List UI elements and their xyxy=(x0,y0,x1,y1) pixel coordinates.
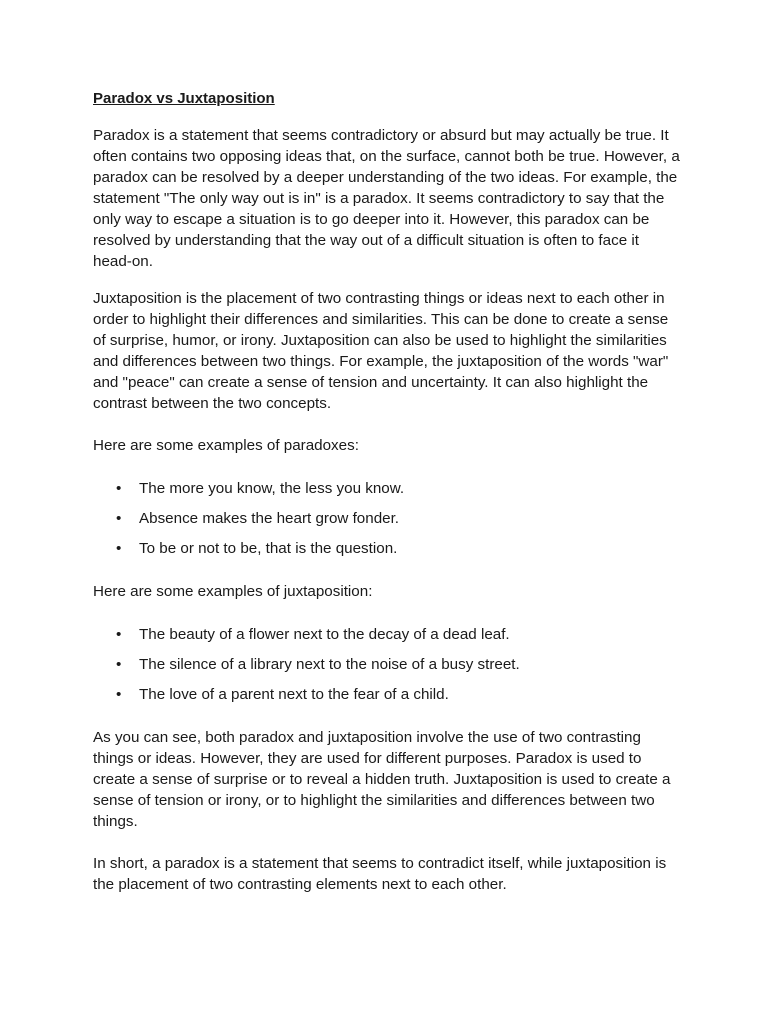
list-item xyxy=(93,478,681,499)
juxtaposition-examples-intro: Here are some examples of juxtaposition: xyxy=(93,583,373,600)
document-title: Paradox vs Juxtaposition xyxy=(93,90,275,107)
list-item-text: To be or not to be, that is the question. xyxy=(139,540,398,557)
list-item xyxy=(93,508,681,529)
list-item xyxy=(93,538,681,559)
bullet-icon: • xyxy=(116,656,122,673)
list-item-text: The beauty of a flower next to the decay of a dead leaf. xyxy=(139,626,510,643)
list-item xyxy=(93,654,681,675)
paragraph-juxtaposition-definition: Juxtaposition is the placement of two contrasting things or ideas next to each other in order to highlight their differences and similarities. This can be done to create a sense of surprise, humor, or irony. Juxtaposition can also be used to highlight the similarities and differences between two things. For example, the juxtaposition of the words "war" and "peace" can create a sense of tension and uncertainty. It can also highlight the contrast between the two concepts. xyxy=(93,290,669,412)
paragraph-summary: In short, a paradox is a statement that seems to contradict itself, while juxtaposition is the placement of two contrasting elements next to each other. xyxy=(93,855,667,893)
paragraph-paradox-definition: Paradox is a statement that seems contradictory or absurd but may actually be true. It often contains two opposing ideas that, on the surface, cannot both be true. However, a paradox can be resolved by a deeper understanding of the two ideas. For example, the statement "The only way out is in" is a paradox. It seems contradictory to say that the only way to escape a situation is to go deeper into it. However, this paradox can be resolved by understanding that the way out of a difficult situation is often to face it head-on. xyxy=(93,127,680,270)
list-item-text: The more you know, the less you know. xyxy=(139,480,405,497)
paradox-examples-intro: Here are some examples of paradoxes: xyxy=(93,437,359,454)
list-item xyxy=(93,624,681,645)
list-item-text: Absence makes the heart grow fonder. xyxy=(139,510,400,527)
bullet-icon: • xyxy=(116,686,122,703)
list-item-text: The silence of a library next to the noise of a busy street. xyxy=(139,656,520,673)
bullet-icon: • xyxy=(116,480,122,497)
bullet-icon: • xyxy=(116,540,122,557)
list-item xyxy=(93,684,681,705)
document-page xyxy=(93,88,681,911)
list-item-text: The love of a parent next to the fear of a child. xyxy=(139,686,449,703)
paragraph-comparison: As you can see, both paradox and juxtaposition involve the use of two contrasting things or ideas. However, they are used for different purposes. Paradox is used to create a sense of surprise or to reveal a hidden truth. Juxtaposition is used to create a sense of tension or irony, or to highlight the similarities and differences between two things. xyxy=(93,729,671,830)
paradox-examples-list xyxy=(93,478,681,559)
bullet-icon: • xyxy=(116,510,122,527)
bullet-icon: • xyxy=(116,626,122,643)
juxtaposition-examples-list xyxy=(93,624,681,705)
